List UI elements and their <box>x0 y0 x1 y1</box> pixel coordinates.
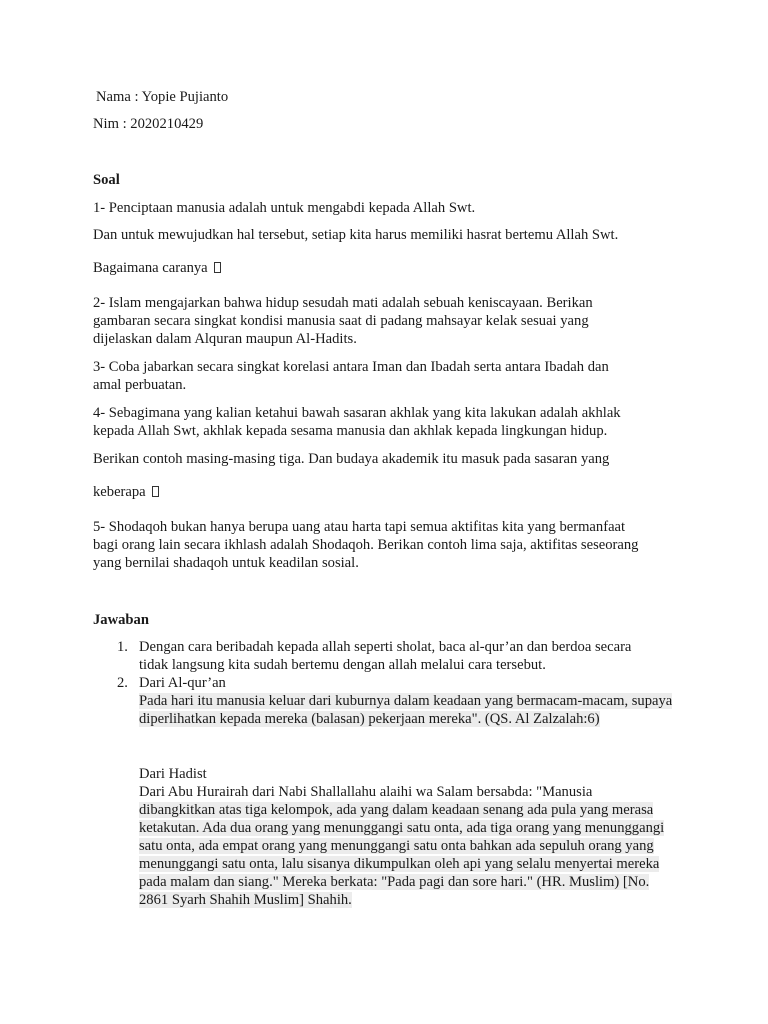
answer-1-line-1: Dengan cara beribadah kepada allah seperti sholat, baca al-qur’an dan berdoa secara <box>139 639 632 655</box>
missing-glyph-icon <box>152 486 159 497</box>
hadist-intro: Dari Abu Hurairah dari Nabi Shallallahu alaihi wa Salam bersabda: "Manusia <box>139 784 593 800</box>
missing-glyph-icon <box>214 262 221 273</box>
question-2-line-1: 2- Islam mengajarkan bahwa hidup sesudah mati adalah sebuah keniscayaan. Berikan <box>93 295 593 311</box>
answer-2-title: Dari Al-qur’an <box>139 675 226 691</box>
answer-2-number: 2. <box>117 675 128 691</box>
hadist-title: Dari Hadist <box>139 766 207 782</box>
question-4-line-4: keberapa <box>93 483 159 501</box>
question-1-line-3: Bagaimana caranya <box>93 259 221 277</box>
question-1-line-2: Dan untuk mewujudkan hal tersebut, setiap kita harus memiliki hasrat bertemu Allah Swt. <box>93 227 619 243</box>
answer-1-line-2: tidak langsung kita sudah bertemu dengan allah melalui cara tersebut. <box>139 657 546 673</box>
question-1-line-1: 1- Penciptaan manusia adalah untuk mengabdi kepada Allah Swt. <box>93 200 476 216</box>
question-5-line-3: yang bernilai shadaqoh untuk keadilan sosial. <box>93 555 359 571</box>
question-4-line-1: 4- Sebagimana yang kalian ketahui bawah sasaran akhlak yang kita lakukan adalah akhlak <box>93 405 621 421</box>
question-2-line-2: gambaran secara singkat kondisi manusia saat di padang mahsayar kelak sesuai yang <box>93 313 589 329</box>
soal-heading: Soal <box>93 172 120 188</box>
question-4-line-3: Berikan contoh masing-masing tiga. Dan budaya akademik itu masuk pada sasaran yang <box>93 451 610 467</box>
question-5-line-2: bagi orang lain secara ikhlash adalah Shodaqoh. Berikan contoh lima saja, aktifitas seseorang <box>93 537 639 553</box>
student-name: Nama : Yopie Pujianto <box>96 89 229 105</box>
question-5-line-1: 5- Shodaqoh bukan hanya berupa uang atau harta tapi semua aktifitas kita yang bermanfaat <box>93 519 626 535</box>
question-4-line-2: kepada Allah Swt, akhlak kepada sesama manusia dan akhlak kepada lingkungan hidup. <box>93 423 608 439</box>
question-3-line-2: amal perbuatan. <box>93 377 187 393</box>
student-nim: Nim : 2020210429 <box>93 116 204 132</box>
answer-1-number: 1. <box>117 639 128 655</box>
quran-quote: Pada hari itu manusia keluar dari kuburnya dalam keadaan yang bermacam-macam, supaya diperlihatkan kepada mereka (balasan) pekerjaan mereka". (QS. Al Zalzalah:6) <box>139 693 673 727</box>
hadist-quote: dibangkitkan atas tiga kelompok, ada yang dalam keadaan senang ada pula yang merasa ketakutan. Ada dua orang yang menunggangi satu onta, ada tiga orang yang menunggangi satu onta, ada empat orang yang menunggangi satu onta bahkan ada sepuluh orang yang menunggangi satu onta, lalu sisanya dikumpulkan oleh api yang selalu menyertai mereka pada malam dan siang." Mereka berkata: "Pada pagi dan sore hari." (HR. Muslim) [No. 2861 Syarh Shahih Muslim] Shahih. <box>139 802 665 908</box>
question-2-line-3: dijelaskan dalam Alquran maupun Al-Hadits. <box>93 331 357 347</box>
question-3-line-1: 3- Coba jabarkan secara singkat korelasi antara Iman dan Ibadah serta antara Ibadah dan <box>93 359 609 375</box>
jawaban-heading: Jawaban <box>93 612 149 628</box>
